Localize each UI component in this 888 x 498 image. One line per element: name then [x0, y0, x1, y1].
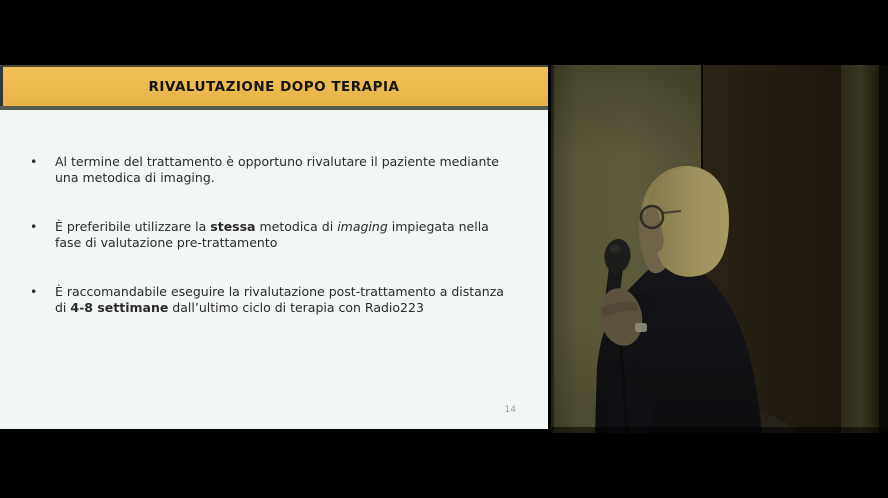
bullet-text: Al termine del trattamento è opportuno rivalutare il paziente mediante una metodica di imaging.	[55, 154, 499, 185]
bullet-text: È preferibile utilizzare la stessa metodica di imaging impiegata nella fase di valutazione pre-trattamento	[55, 219, 489, 250]
speaker-image	[551, 65, 888, 433]
bullet-text: È raccomandabile eseguire la rivalutazione post-trattamento a distanza di 4-8 settimane dall’ultimo ciclo di terapia con Radio223	[55, 284, 504, 315]
bullet-item	[30, 219, 508, 251]
bullet-item	[30, 154, 508, 186]
slide-bullets	[0, 110, 548, 349]
presentation-slide	[0, 65, 548, 429]
watch	[635, 323, 647, 332]
slide-title: RIVALUTAZIONE DOPO TERAPIA	[148, 78, 400, 95]
bullet-marker: •	[30, 284, 38, 299]
page-number: 14	[504, 405, 516, 415]
slide-title-bar	[0, 65, 548, 110]
bullet-marker: •	[30, 154, 38, 169]
speaker-video-panel	[551, 65, 888, 433]
bullet-marker: •	[30, 219, 38, 234]
video-bottom-edge	[551, 427, 888, 433]
bullet-item	[30, 284, 508, 316]
